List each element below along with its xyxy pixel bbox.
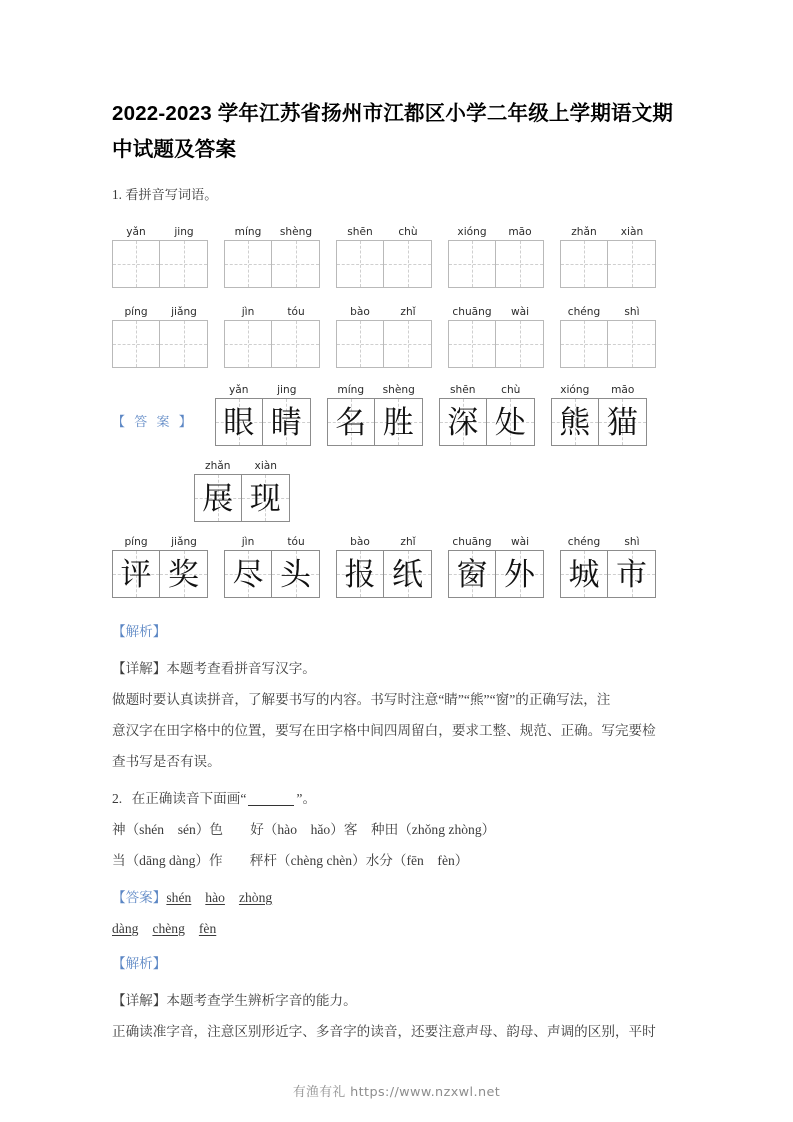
pinyin-row — [215, 382, 311, 398]
character-cells-row — [336, 320, 432, 368]
answer-character: 熊 — [559, 405, 591, 441]
answer-character: 城 — [568, 557, 600, 593]
pinyin-label: zhǐ — [400, 306, 416, 318]
answer-character: 处 — [494, 405, 526, 441]
word-group — [224, 304, 320, 368]
blank-grid-row-1 — [112, 210, 681, 288]
character-cell-empty[interactable] — [448, 240, 496, 288]
pinyin-label: zhǐ — [400, 536, 416, 548]
pinyin-answer: shén — [166, 890, 192, 905]
character-cell-empty[interactable] — [272, 240, 320, 288]
answer-character: 评 — [120, 557, 152, 593]
question-2-prompt — [112, 777, 681, 814]
question-2-answers-2 — [112, 921, 216, 936]
character-cells-row — [336, 240, 432, 288]
pinyin-row — [112, 304, 208, 320]
pinyin-row — [224, 304, 320, 320]
pinyin-label: wài — [510, 306, 530, 318]
character-cell-empty[interactable] — [224, 320, 272, 368]
character-cell-empty[interactable] — [496, 320, 544, 368]
answer-character: 奖 — [168, 557, 199, 593]
answer-grid-row-2 — [112, 446, 681, 522]
character-cell-filled — [112, 550, 160, 598]
detail-tag-1: 【详解】 — [112, 661, 167, 676]
question-1-prompt — [112, 168, 681, 210]
character-cells-row — [224, 240, 320, 288]
question-2-text-after: ”。 — [296, 791, 317, 806]
word-group — [194, 458, 290, 522]
character-cells-row — [560, 550, 656, 598]
character-cell-empty[interactable] — [608, 320, 656, 368]
pinyin-label: xióng — [457, 226, 487, 238]
character-cells-row — [560, 240, 656, 288]
pinyin-label: jing — [174, 226, 194, 238]
character-cell-empty[interactable] — [224, 240, 272, 288]
character-cell-empty[interactable] — [160, 320, 208, 368]
pinyin-label: jiǎng — [171, 536, 197, 548]
pinyin-label: chuāng — [452, 306, 492, 318]
pinyin-row — [336, 534, 432, 550]
character-cell-empty[interactable] — [560, 320, 608, 368]
pinyin-label: bào — [350, 306, 370, 318]
pinyin-label: chù — [398, 226, 418, 238]
pinyin-label: xióng — [560, 384, 590, 396]
answer-character: 猫 — [606, 405, 638, 441]
pinyin-label: wài — [510, 536, 530, 548]
answer-character: 头 — [280, 557, 311, 593]
question-2-content-line-2: 当（dāng dàng）作 秤杆（chèng chèn）水分（fēn fèn） — [112, 853, 469, 868]
character-cell-filled — [263, 398, 311, 446]
pinyin-row — [194, 458, 290, 474]
pinyin-label: yǎn — [126, 226, 146, 238]
pinyin-label: tóu — [287, 306, 305, 318]
pinyin-label: zhǎn — [205, 460, 231, 472]
pinyin-answer: hào — [205, 890, 225, 905]
question-1-text: 看拼音写词语。 — [125, 187, 218, 202]
pinyin-answer: dàng — [112, 921, 139, 936]
pinyin-label: māo — [508, 226, 532, 238]
answer-grid-row-3 — [112, 522, 681, 598]
character-cell-filled — [327, 398, 375, 446]
character-cell-filled — [487, 398, 535, 446]
character-cells-row — [224, 550, 320, 598]
character-cell-filled — [439, 398, 487, 446]
character-cell-filled — [375, 398, 423, 446]
answer-character: 纸 — [392, 557, 423, 593]
character-cell-filled — [384, 550, 432, 598]
pinyin-label: chéng — [567, 306, 601, 318]
word-group — [336, 534, 432, 598]
pinyin-label: shèng — [382, 384, 415, 396]
detail-line-1 — [112, 647, 681, 684]
pinyin-label: chéng — [567, 536, 601, 548]
analysis-tag-2: 【解析】 — [112, 956, 167, 971]
pinyin-label: píng — [124, 536, 148, 548]
character-cell-empty[interactable] — [336, 240, 384, 288]
pinyin-row — [112, 224, 208, 240]
character-cell-empty[interactable] — [160, 240, 208, 288]
answer-character: 尽 — [232, 557, 264, 593]
pinyin-answer: zhòng — [238, 890, 273, 905]
pinyin-row — [336, 304, 432, 320]
answer-grid-row-1 — [112, 368, 681, 446]
character-cells-row — [194, 474, 290, 522]
character-cell-filled — [224, 550, 272, 598]
answer-groups-3 — [112, 534, 656, 598]
answer-character: 展 — [202, 481, 234, 517]
blank-grid-row-2 — [112, 288, 681, 368]
analysis-label-2 — [112, 944, 681, 979]
character-cells-row — [327, 398, 423, 446]
word-group — [448, 304, 544, 368]
pinyin-label: jiǎng — [171, 306, 197, 318]
question-2-number: 2. — [112, 791, 123, 806]
pinyin-label: xiàn — [620, 226, 644, 238]
word-group — [560, 224, 656, 288]
pinyin-label: jing — [277, 384, 297, 396]
pinyin-label: jìn — [241, 536, 255, 548]
answer-character: 深 — [447, 405, 479, 441]
question-2-answer-line-2 — [112, 913, 681, 944]
character-cells-row — [448, 320, 544, 368]
answer-character: 名 — [335, 405, 367, 441]
character-cells-row — [112, 320, 208, 368]
character-cell-empty[interactable] — [272, 320, 320, 368]
question-1-number: 1. — [112, 187, 122, 202]
pinyin-row — [448, 224, 544, 240]
answer-tag-2: 【答案】 — [112, 890, 167, 905]
pinyin-label: xiàn — [254, 460, 277, 472]
character-cell-filled — [336, 550, 384, 598]
question-2-answer-line-1 — [112, 876, 681, 913]
analysis-tag-1: 【解析】 — [112, 624, 167, 639]
pinyin-row — [224, 224, 320, 240]
answer-character: 报 — [344, 557, 376, 593]
character-cell-filled — [272, 550, 320, 598]
character-cell-filled — [496, 550, 544, 598]
character-cells-row — [224, 320, 320, 368]
answer-label: 【 答 案 】 — [112, 414, 195, 429]
pinyin-row — [439, 382, 535, 398]
answer-character: 睛 — [270, 405, 302, 441]
pinyin-answer: fèn — [198, 921, 217, 936]
pinyin-row — [448, 304, 544, 320]
character-cells-row — [439, 398, 535, 446]
pinyin-label: shēn — [347, 226, 373, 238]
answer-character: 眼 — [223, 405, 255, 441]
character-cell-empty[interactable] — [112, 320, 160, 368]
pinyin-answer: chèng — [152, 921, 185, 936]
character-cell-filled — [560, 550, 608, 598]
pinyin-label: shēn — [450, 384, 476, 396]
question-2-answers-1 — [166, 890, 272, 905]
pinyin-label: míng — [337, 384, 365, 396]
footer-watermark: 有渔有礼 https://www.nzxwl.net — [292, 1085, 501, 1100]
word-group — [560, 534, 656, 598]
word-group — [327, 382, 423, 446]
answer-character: 窗 — [456, 557, 488, 593]
character-cell-filled — [448, 550, 496, 598]
detail-text-1: 本题考查看拼音写汉字。 — [166, 661, 316, 676]
detail-text-2: 本题考查学生辨析字音的能力。 — [166, 993, 357, 1008]
pinyin-label: yǎn — [229, 384, 249, 396]
pinyin-row — [112, 534, 208, 550]
character-cell-filled — [551, 398, 599, 446]
word-group — [112, 534, 208, 598]
pinyin-label: jìn — [241, 306, 255, 318]
character-cells-row — [448, 240, 544, 288]
pinyin-row — [224, 534, 320, 550]
pinyin-label: míng — [234, 226, 262, 238]
character-cells-row — [336, 550, 432, 598]
pinyin-row — [560, 534, 656, 550]
character-cell-filled — [242, 474, 290, 522]
word-group — [224, 224, 320, 288]
pinyin-label: zhǎn — [571, 226, 597, 238]
pinyin-row — [336, 224, 432, 240]
explanation-1-line-3: 查书写是否有误。 — [112, 754, 221, 769]
character-cell-filled — [608, 550, 656, 598]
answer-character: 外 — [504, 557, 535, 593]
question-2-blank — [248, 805, 294, 806]
question-2-text-before: 在正确读音下面画“ — [131, 791, 247, 806]
character-cell-empty[interactable] — [496, 240, 544, 288]
answer-groups-1 — [215, 382, 647, 446]
character-cells-row — [112, 550, 208, 598]
pinyin-label: píng — [124, 306, 148, 318]
word-group — [560, 304, 656, 368]
pinyin-label: shì — [624, 306, 640, 318]
answer-character: 现 — [249, 481, 281, 517]
character-cell-empty[interactable] — [608, 240, 656, 288]
pinyin-row — [448, 534, 544, 550]
character-cell-empty[interactable] — [560, 240, 608, 288]
character-cells-row — [551, 398, 647, 446]
character-cells-row — [448, 550, 544, 598]
pinyin-row — [327, 382, 423, 398]
word-group — [448, 534, 544, 598]
character-cell-empty[interactable] — [448, 320, 496, 368]
character-cell-empty[interactable] — [336, 320, 384, 368]
detail-line-2 — [112, 979, 681, 1016]
word-group — [448, 224, 544, 288]
answer-character: 胜 — [382, 405, 414, 441]
detail-tag-2: 【详解】 — [112, 993, 167, 1008]
pinyin-label: bào — [350, 536, 370, 548]
word-group — [551, 382, 647, 446]
answer-character: 市 — [616, 557, 647, 593]
character-cell-filled — [215, 398, 263, 446]
character-cell-empty[interactable] — [112, 240, 160, 288]
character-cell-empty[interactable] — [384, 240, 432, 288]
character-cells-row — [112, 240, 208, 288]
pinyin-label: chù — [501, 384, 521, 396]
character-cell-empty[interactable] — [384, 320, 432, 368]
pinyin-label: shèng — [279, 226, 313, 238]
word-group — [224, 534, 320, 598]
page-title: 2022-2023 学年江苏省扬州市江都区小学二年级上学期语文期中试题及答案 — [112, 102, 674, 161]
question-2-content-line-1: 神（shén sén）色 好（hào hǎo）客 种田（zhǒng zhòng） — [112, 822, 496, 837]
character-cell-filled — [194, 474, 242, 522]
word-group — [439, 382, 535, 446]
analysis-label-1 — [112, 598, 681, 647]
explanation-1-line-1: 做题时要认真读拼音，了解要书写的内容。书写时注意“睛”“熊”“窗”的正确写法，注 — [112, 692, 611, 707]
character-cells-row — [215, 398, 311, 446]
pinyin-label: shì — [624, 536, 640, 548]
character-cells-row — [560, 320, 656, 368]
pinyin-label: tóu — [287, 536, 305, 548]
pinyin-row — [560, 224, 656, 240]
word-group — [112, 224, 208, 288]
word-group — [215, 382, 311, 446]
explanation-1-line-2: 意汉字在田字格中的位置，要写在田字格中间四周留白，要求工整、规范、正确。写完要检 — [112, 723, 656, 738]
pinyin-label: chuāng — [452, 536, 492, 548]
word-group — [336, 304, 432, 368]
pinyin-row — [551, 382, 647, 398]
word-group — [336, 224, 432, 288]
pinyin-row — [560, 304, 656, 320]
character-cell-filled — [160, 550, 208, 598]
explanation-2-line-1: 正确读准字音，注意区别形近字、多音字的读音，还要注意声母、韵母、声调的区别，平时 — [112, 1024, 656, 1039]
answer-groups-2 — [194, 458, 290, 522]
character-cell-filled — [599, 398, 647, 446]
word-group — [112, 304, 208, 368]
pinyin-label: māo — [611, 384, 635, 396]
